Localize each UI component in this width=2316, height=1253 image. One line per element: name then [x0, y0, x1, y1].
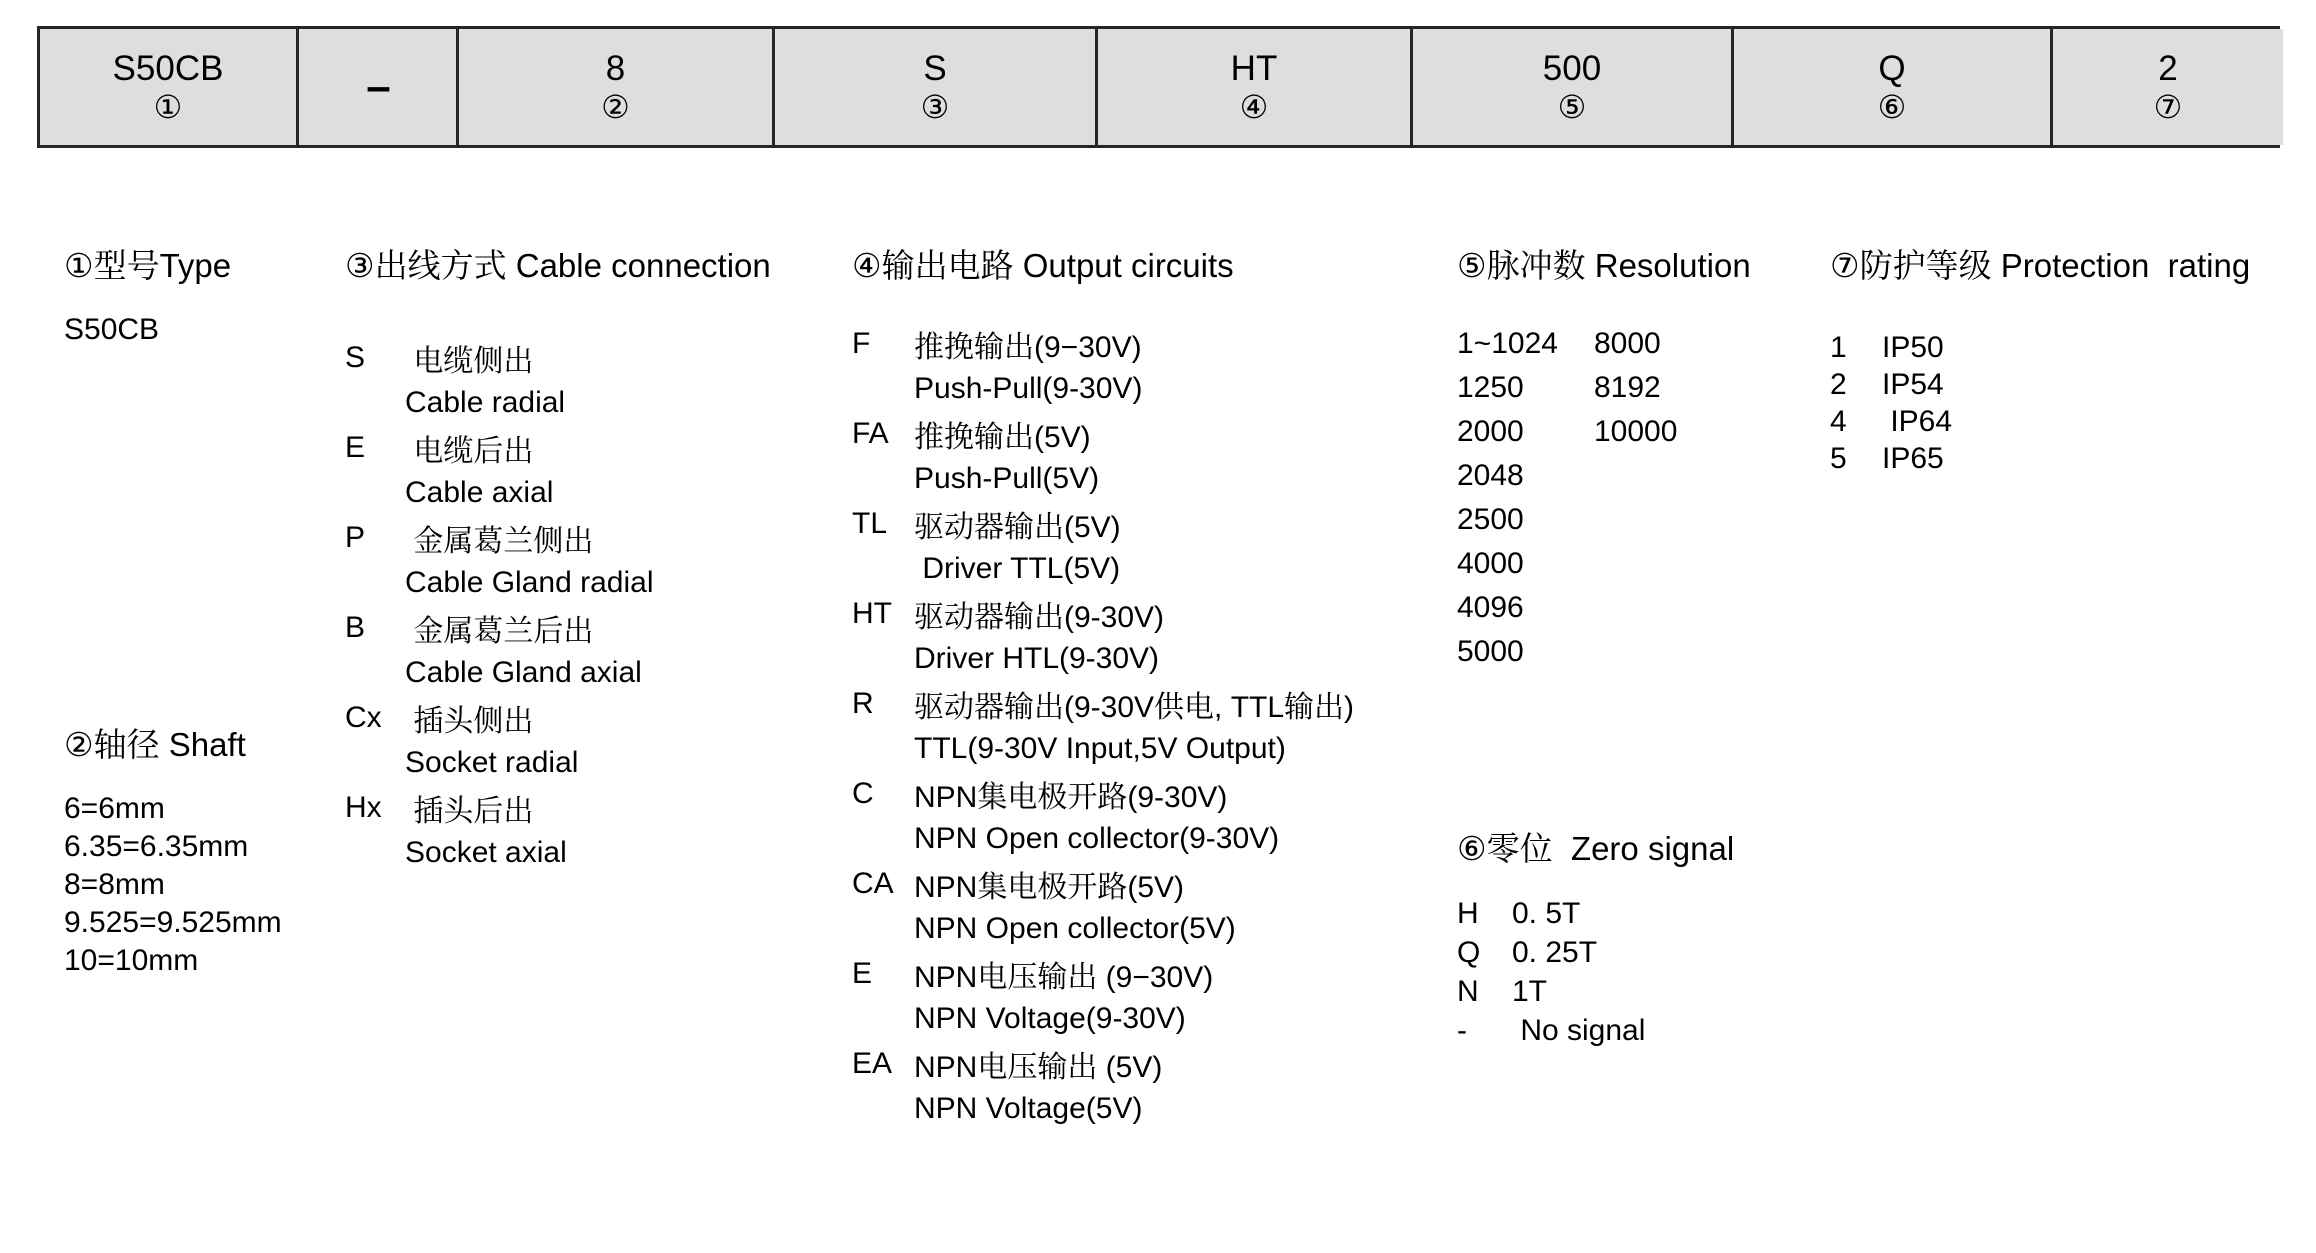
model-code-index: ⑤ — [1557, 89, 1587, 125]
output-circuit-desc-cn: NPN集电极开路(9-30V) — [914, 780, 1228, 814]
section-heading-type: ①型号Type — [64, 247, 232, 284]
section-heading-zero-signal: ⑥零位 Zero signal — [1457, 830, 1735, 867]
output-circuit-desc-en: NPN Voltage(5V) — [914, 1091, 1143, 1125]
model-code-cell — [1734, 29, 2053, 145]
model-code-cell — [40, 29, 299, 145]
output-circuit-item-en — [852, 636, 1354, 681]
output-circuit-item-cn — [852, 681, 1354, 726]
output-circuit-code: TL — [852, 506, 888, 540]
resolution-value: 1250 — [1457, 371, 1524, 404]
output-circuit-desc-en: NPN Open collector(5V) — [914, 911, 1236, 945]
output-circuit-item-cn — [852, 771, 1354, 816]
model-code-index: ⑦ — [2153, 89, 2183, 125]
cable-connection-desc-en: Cable Gland radial — [405, 565, 654, 599]
model-code-index: ① — [153, 89, 183, 125]
protection-rating-item — [1830, 329, 1952, 366]
protection-rating-value: IP50 — [1882, 330, 1944, 364]
cable-connection-item-cn — [345, 515, 653, 560]
model-code-value: 2 — [2158, 49, 2178, 88]
output-circuit-code: HT — [852, 596, 892, 630]
zero-signal-item — [1457, 933, 1645, 972]
section-heading-shaft: ②轴径 Shaft — [64, 726, 246, 763]
shaft-list — [64, 790, 282, 980]
cable-connection-desc-cn: 金属葛兰侧出 — [405, 524, 594, 558]
output-circuit-item-en — [852, 906, 1354, 951]
output-circuit-desc-cn: 推挽输出(9−30V) — [914, 330, 1142, 364]
output-circuit-item-en — [852, 996, 1354, 1041]
output-circuit-code: CA — [852, 866, 894, 900]
cable-connection-item-en — [345, 380, 653, 425]
resolution-value: 8192 — [1594, 371, 1661, 404]
zero-signal-value: No signal — [1512, 1013, 1646, 1047]
output-circuit-desc-en: NPN Voltage(9-30V) — [914, 1001, 1186, 1035]
model-code-index: ② — [601, 89, 630, 125]
zero-signal-list — [1457, 894, 1645, 1050]
output-circuit-desc-en: NPN Open collector(9-30V) — [914, 821, 1280, 855]
section-heading-cable-connection: ③出线方式 Cable connection — [345, 247, 771, 284]
cable-connection-code: Hx — [345, 790, 382, 824]
shaft-item: 9.525=9.525mm — [64, 906, 282, 939]
resolution-value: 2500 — [1457, 503, 1524, 536]
protection-rating-code: 2 — [1830, 367, 1847, 401]
model-code-value: 500 — [1542, 49, 1602, 88]
output-circuit-desc-cn: 驱动器输出(5V) — [914, 510, 1121, 544]
model-code-value: – — [366, 62, 389, 111]
cable-connection-desc-en: Socket axial — [405, 835, 567, 869]
zero-signal-value: 0. 25T — [1512, 935, 1598, 969]
zero-signal-code: - — [1457, 1013, 1467, 1047]
section-heading-resolution: ⑤脉冲数 Resolution — [1457, 247, 1751, 284]
cable-connection-code: Cx — [345, 700, 382, 734]
protection-rating-item — [1830, 440, 1952, 477]
section-heading-output-circuits: ④输出电路 Output circuits — [852, 247, 1234, 284]
output-circuit-item-en — [852, 816, 1354, 861]
protection-rating-item — [1830, 366, 1952, 403]
zero-signal-value: 0. 5T — [1512, 896, 1581, 930]
cable-connection-item-cn — [345, 785, 653, 830]
protection-rating-code: 1 — [1830, 330, 1847, 364]
output-circuit-code: C — [852, 776, 874, 810]
cable-connection-code: P — [345, 520, 366, 554]
cable-connection-desc-cn: 金属葛兰后出 — [405, 614, 594, 648]
output-circuit-item-cn — [852, 1041, 1354, 1086]
output-circuit-desc-en: Driver HTL(9-30V) — [914, 641, 1160, 675]
output-circuit-item-en — [852, 546, 1354, 591]
output-circuit-code: F — [852, 326, 871, 360]
cable-connection-desc-en: Cable axial — [405, 475, 554, 509]
output-circuit-item-en — [852, 456, 1354, 501]
cable-connection-item-cn — [345, 695, 653, 740]
cable-connection-desc-en: Cable radial — [405, 385, 566, 419]
output-circuit-desc-cn: 推挽输出(5V) — [914, 420, 1091, 454]
section-heading-protection-rating: ⑦防护等级 Protection rating — [1830, 247, 2251, 284]
cable-connection-code: S — [345, 340, 366, 374]
zero-signal-item — [1457, 972, 1645, 1011]
output-circuit-desc-en: Push-Pull(5V) — [914, 461, 1100, 495]
resolution-value: 2048 — [1457, 459, 1524, 492]
model-code-value: HT — [1230, 49, 1278, 88]
shaft-item: 6=6mm — [64, 792, 165, 825]
cable-connection-code: B — [345, 610, 366, 644]
shaft-item: 10=10mm — [64, 944, 199, 977]
resolution-value: 4000 — [1457, 547, 1524, 580]
model-code-value: S — [923, 49, 947, 88]
protection-rating-code: 4 — [1830, 404, 1847, 438]
output-circuit-item-cn — [852, 321, 1354, 366]
protection-rating-value: IP65 — [1882, 441, 1944, 475]
cable-connection-desc-cn: 电缆侧出 — [405, 344, 534, 378]
model-code-cell — [1098, 29, 1413, 145]
cable-connection-item-en — [345, 830, 653, 875]
cable-connection-code: E — [345, 430, 366, 464]
zero-signal-item — [1457, 1011, 1645, 1050]
output-circuit-desc-cn: NPN集电极开路(5V) — [914, 870, 1185, 904]
cable-connection-list — [345, 335, 653, 875]
zero-signal-code: N — [1457, 974, 1479, 1008]
output-circuit-item-cn — [852, 951, 1354, 996]
model-code-value: Q — [1878, 49, 1906, 88]
model-code-cell — [299, 29, 459, 145]
output-circuit-desc-cn: 驱动器输出(9-30V供电, TTL输出) — [914, 690, 1355, 724]
protection-rating-list — [1830, 329, 1952, 477]
resolution-list — [1457, 322, 1827, 682]
cable-connection-item-en — [345, 560, 653, 605]
model-code-value: 8 — [605, 49, 626, 88]
resolution-value: 8000 — [1594, 327, 1661, 360]
output-circuit-desc-cn: NPN电压输出 (5V) — [914, 1050, 1163, 1084]
cable-connection-desc-en: Socket radial — [405, 745, 579, 779]
resolution-value: 2000 — [1457, 415, 1524, 448]
output-circuit-item-en — [852, 1086, 1354, 1131]
cable-connection-item-en — [345, 470, 653, 515]
output-circuit-code: R — [852, 686, 874, 720]
output-circuit-item-cn — [852, 501, 1354, 546]
cable-connection-desc-cn: 插头侧出 — [405, 704, 534, 738]
type-value: S50CB — [64, 313, 160, 346]
shaft-item: 6.35=6.35mm — [64, 830, 249, 863]
output-circuit-item-cn — [852, 591, 1354, 636]
protection-rating-item — [1830, 403, 1952, 440]
protection-rating-value: IP54 — [1882, 367, 1944, 401]
output-circuit-code: EA — [852, 1046, 893, 1080]
model-code-cell — [775, 29, 1098, 145]
cable-connection-desc-en: Cable Gland axial — [405, 655, 642, 689]
cable-connection-item-en — [345, 650, 653, 695]
resolution-value: 1~1024 — [1457, 327, 1558, 360]
output-circuit-desc-en: Driver TTL(5V) — [914, 551, 1121, 585]
output-circuit-desc-cn: NPN电压输出 (9−30V) — [914, 960, 1214, 994]
cable-connection-item-cn — [345, 605, 653, 650]
model-code-value: S50CB — [112, 49, 224, 88]
zero-signal-code: Q — [1457, 935, 1481, 969]
output-circuit-item-en — [852, 366, 1354, 411]
resolution-value: 10000 — [1594, 415, 1678, 448]
output-circuits-list — [852, 321, 1354, 1131]
protection-rating-value: IP64 — [1882, 404, 1953, 438]
zero-signal-item — [1457, 894, 1645, 933]
output-circuit-desc-en: TTL(9-30V Input,5V Output) — [914, 731, 1286, 765]
output-circuit-code: E — [852, 956, 873, 990]
model-code-index: ④ — [1239, 89, 1269, 125]
cable-connection-item-en — [345, 740, 653, 785]
zero-signal-value: 1T — [1512, 974, 1548, 1008]
model-code-index: ⑥ — [1877, 89, 1907, 125]
output-circuit-desc-cn: 驱动器输出(9-30V) — [914, 600, 1165, 634]
output-circuit-item-cn — [852, 861, 1354, 906]
output-circuit-code: FA — [852, 416, 889, 450]
cable-connection-desc-cn: 插头后出 — [405, 794, 534, 828]
resolution-value: 4096 — [1457, 591, 1524, 624]
output-circuit-desc-en: Push-Pull(9-30V) — [914, 371, 1143, 405]
resolution-value: 5000 — [1457, 635, 1524, 668]
cable-connection-item-cn — [345, 335, 653, 380]
model-code-cell — [459, 29, 775, 145]
resolution-sublist-1 — [1457, 322, 1558, 674]
model-code-cell — [1413, 29, 1734, 145]
model-code-index: ③ — [920, 89, 950, 125]
output-circuit-item-cn — [852, 411, 1354, 456]
resolution-sublist-2 — [1594, 322, 1677, 454]
cable-connection-item-cn — [345, 425, 653, 470]
output-circuit-item-en — [852, 726, 1354, 771]
protection-rating-code: 5 — [1830, 441, 1847, 475]
model-code-cell — [2053, 29, 2283, 145]
shaft-item: 8=8mm — [64, 868, 165, 901]
cable-connection-desc-cn: 电缆后出 — [405, 434, 534, 468]
model-code-table — [37, 26, 2280, 148]
zero-signal-code: H — [1457, 896, 1479, 930]
